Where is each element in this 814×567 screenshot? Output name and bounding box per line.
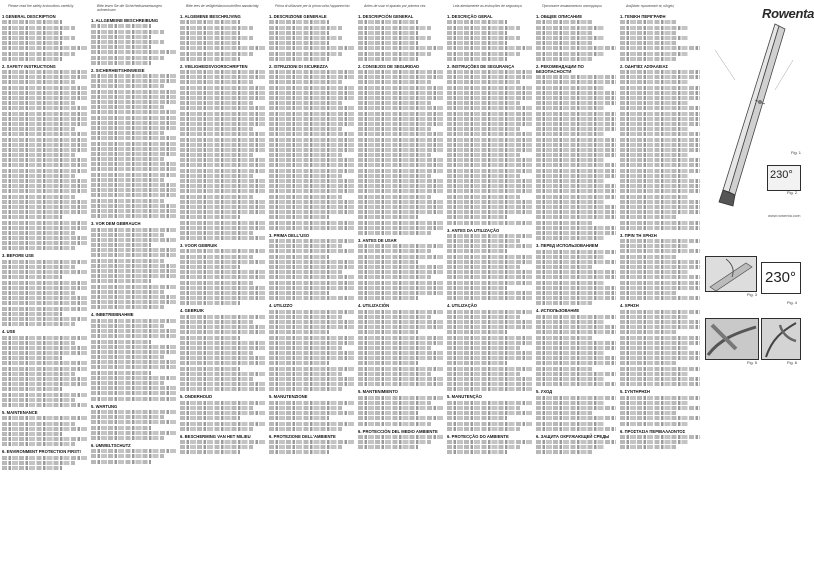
fig4-panel bbox=[761, 262, 801, 294]
section-title: 6. ЗАЩИТА ОКРУЖАЮЩЕЙ СРЕДЫ bbox=[536, 433, 610, 439]
column-header: Prima di utilizzare per la prima volta l'apparecchio bbox=[275, 4, 350, 8]
column-header: Please read the safety instructions carefully bbox=[8, 4, 74, 8]
column-header: Bitte lesen Sie die Sicherheitsanweisungen aufmerksam bbox=[97, 4, 162, 12]
section-title: 3. VOR DEM GEBRAUCH bbox=[91, 221, 141, 227]
section-title: 5. MANTENIMIENTO bbox=[358, 389, 398, 395]
section-title: 3. PRIMA DELL'USO bbox=[269, 232, 310, 238]
fig6-panel bbox=[761, 318, 801, 360]
section-title: 3. BEFORE USE bbox=[2, 253, 34, 259]
section-title: 2. РЕКОМЕНДАЦИИ ПО БЕЗОПАСНОСТИ bbox=[536, 63, 584, 74]
section-title: 5. MAINTENANCE bbox=[2, 409, 38, 415]
section-title: 2. VEILIGHEIDSVOORSCHRIFTEN bbox=[180, 63, 248, 69]
section-title: 2. CONSEJOS DE SEGURIDAD bbox=[358, 63, 420, 69]
column-en bbox=[2, 4, 88, 560]
fig2-label: Fig. 2 bbox=[787, 190, 798, 195]
section-title: 1. ΓΕΝΙΚΗ ΠΕΡΙΓΡΑΦΗ bbox=[620, 14, 666, 19]
section-title: 6. PROTEZIONE DELL'AMBIENTE bbox=[269, 433, 336, 439]
section-title: 4. UTILIZAÇÃO bbox=[447, 303, 478, 309]
section-title: 6. PROTECÇÃO DO AMBIENTE bbox=[447, 433, 509, 439]
fig3-panel bbox=[705, 256, 757, 292]
column-nl bbox=[180, 4, 266, 560]
column-header: Прочтите внимательно инструкции bbox=[542, 4, 602, 8]
fig5-label: Fig. 5 bbox=[747, 360, 758, 365]
section-title: 1. ОБЩЕЕ ОПИСАНИЕ bbox=[536, 14, 582, 19]
section-title: 3. ΠΡΙΝ ΤΗ ΧΡΗΣΗ bbox=[620, 232, 657, 238]
section-title: 4. USE bbox=[2, 329, 16, 335]
column-pt bbox=[447, 4, 533, 560]
fig4-label: Fig. 4 bbox=[787, 300, 798, 305]
section-title: 6. PROTECCIÓN DEL MEDIO AMBIENTE bbox=[358, 428, 438, 434]
section-title: 2. ISTRUZIONI DI SICUREZZA bbox=[269, 63, 328, 69]
section-title: 4. UTILIZACIÓN bbox=[358, 303, 390, 309]
section-title: 1. ALGEMENE BESCHRIJVING bbox=[180, 14, 241, 19]
section-title: 4. INBETRIEBNAHME bbox=[91, 312, 134, 318]
temperature-display: 230° bbox=[765, 269, 797, 286]
section-title: 5. ΣΥΝΤΗΡΗΣΗ bbox=[620, 389, 650, 395]
section-title: 5. WARTUNG bbox=[91, 403, 118, 409]
section-title: 3. ANTES DA UTILIZAÇÃO bbox=[447, 227, 500, 233]
column-header: Antes de usar el aparato por primera vez bbox=[364, 4, 426, 8]
section-title: 6. BESCHERMING VAN HET MILIEU bbox=[180, 433, 251, 439]
column-header: Bitte lees de veiligheidsvoorschriften aandachtig bbox=[186, 4, 259, 8]
section-title: 1. ALLGEMEINE BESCHREIBUNG bbox=[91, 18, 159, 23]
section-title: 1. DESCRIÇÃO GERAL bbox=[447, 14, 493, 19]
fig3-label: Fig. 3 bbox=[747, 292, 758, 297]
column-ru bbox=[536, 4, 616, 560]
section-title: 3. ПЕРЕД ИСПОЛЬЗОВАНИЕМ bbox=[536, 243, 599, 249]
section-title: 5. ONDERHOUD bbox=[180, 394, 213, 400]
section-title: 4. GEBRUIK bbox=[180, 308, 204, 314]
section-title: 2. SAFETY INSTRUCTIONS bbox=[2, 63, 56, 69]
section-title: 1 GENERAL DESCRIPTION bbox=[2, 14, 56, 19]
section-title: 6. ENVIRONMENT PROTECTION FIRST! bbox=[2, 449, 81, 455]
section-title: 5. MANUTENZIONE bbox=[269, 394, 308, 400]
section-title: 5. УХОД bbox=[536, 389, 553, 395]
section-title: 6. UMWELTSCHUTZ bbox=[91, 442, 131, 448]
column-it bbox=[269, 4, 355, 560]
fig5-panel bbox=[705, 318, 759, 360]
column-es bbox=[358, 4, 444, 560]
column-header: Διαβάστε προσεκτικά τις οδηγίες bbox=[626, 4, 675, 8]
temperature-display: 230° bbox=[770, 169, 793, 181]
brand-logo: Rowenta bbox=[762, 6, 814, 21]
section-title: 2. INSTRUÇÕES DE SEGURANÇA bbox=[447, 63, 515, 69]
brand-url: www.rowenta.com bbox=[768, 213, 801, 218]
section-title: 1. DESCRIZIONE GENERALE bbox=[269, 14, 327, 19]
section-title: 4. UTILIZZO bbox=[269, 303, 293, 309]
section-title: 3. VOOR GEBRUIK bbox=[180, 243, 218, 249]
figures-panel bbox=[703, 0, 802, 567]
column-header: Leia atentamente as instruções de segurança bbox=[453, 4, 522, 8]
section-title: 2. ΟΔΗΓΙΕΣ ΑΣΦΑΛΕΙΑΣ bbox=[620, 63, 669, 69]
fig2-panel bbox=[767, 165, 801, 191]
column-de bbox=[91, 4, 177, 560]
fig6-label: Fig. 6 bbox=[787, 360, 798, 365]
section-title: 4. ИСПОЛЬЗОВАНИЕ bbox=[536, 308, 580, 314]
fig1-label: Fig. 1 bbox=[791, 150, 802, 155]
section-title: 1. DESCRIPCIÓN GENERAL bbox=[358, 14, 414, 19]
section-title: 4. ΧΡΗΣΗ bbox=[620, 303, 639, 309]
section-title: 2. SICHERHEITSHINWEISE bbox=[91, 67, 145, 73]
section-title: 6. ΠΡΟΣΤΑΣΙΑ ΠΕΡΙΒΑΛΛΟΝΤΟΣ bbox=[620, 428, 686, 434]
section-title: 3. ANTES DE USAR bbox=[358, 237, 397, 243]
section-title: 5. MANUTENÇÃO bbox=[447, 394, 482, 400]
column-el bbox=[620, 4, 700, 560]
